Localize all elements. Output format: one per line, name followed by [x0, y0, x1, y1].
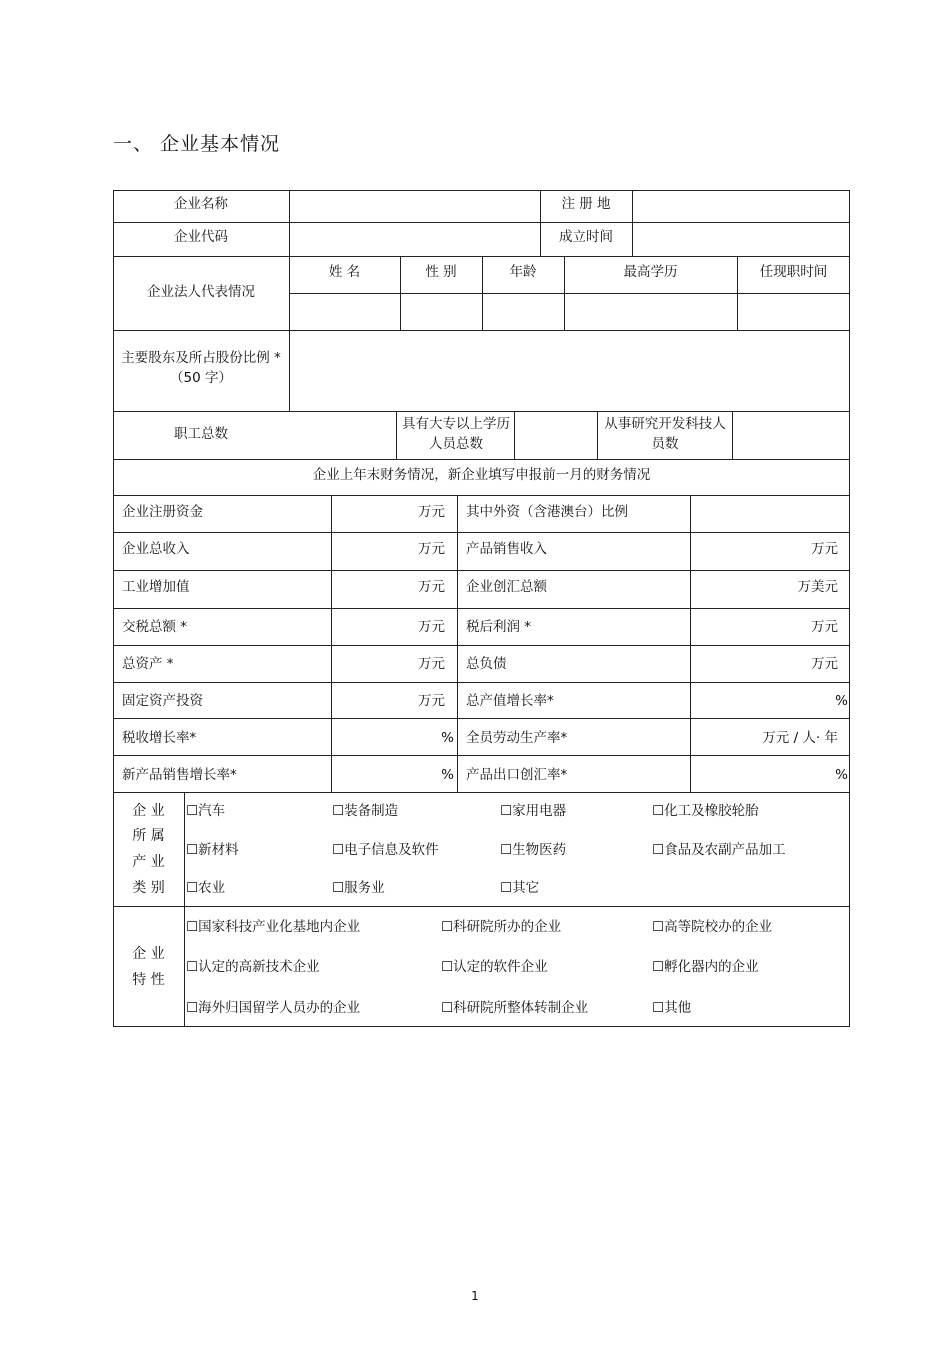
nature-option[interactable]: ☐其他: [652, 1000, 692, 1016]
industry-option[interactable]: ☐生物医药: [500, 842, 567, 858]
industry-option[interactable]: ☐食品及农副产品加工: [652, 842, 786, 858]
finance-right-label: 产品出口创汇率*: [466, 767, 568, 783]
nature-option[interactable]: ☐高等院校办的企业: [652, 919, 773, 935]
nature-option[interactable]: ☐认定的高新技术企业: [186, 959, 320, 975]
industry-option[interactable]: ☐服务业: [332, 880, 385, 896]
finance-left-label: 新产品销售增长率*: [122, 767, 237, 783]
company-code-label: 企业代码: [174, 229, 228, 245]
reg-place-label: 注 册 地: [561, 196, 611, 212]
finance-right-unit: 万元: [811, 656, 838, 672]
company-name-label: 企业名称: [174, 196, 228, 212]
nature-option[interactable]: ☐科研院所整体转制企业: [441, 1000, 589, 1016]
industry-option[interactable]: ☐家用电器: [500, 803, 567, 819]
industry-option[interactable]: ☐装备制造: [332, 803, 399, 819]
legal-rep-header-tenure: 任现职时间: [759, 264, 828, 280]
finance-left-unit: 万元: [418, 579, 445, 595]
college-staff-label: 具有大专以上学历人员总数: [402, 416, 510, 452]
rd-staff-label: 从事研究开发科技人员数: [604, 416, 726, 452]
section-heading: 一、 企业基本情况: [113, 133, 281, 155]
finance-left-label: 工业增加值: [122, 579, 190, 595]
finance-left-unit: %: [441, 730, 454, 746]
finance-title: 企业上年末财务情况，新企业填写申报前一月的财务情况: [312, 467, 651, 483]
legal-rep-header-name: 姓 名: [328, 264, 361, 280]
page-number: 1: [471, 1289, 479, 1303]
finance-right-label: 税后利润 *: [466, 619, 532, 635]
finance-right-unit: 万美元: [797, 579, 838, 595]
finance-right-label: 总产值增长率*: [466, 693, 554, 709]
finance-left-label: 企业总收入: [122, 541, 190, 557]
industry-option[interactable]: ☐电子信息及软件: [332, 842, 439, 858]
legal-rep-header-education: 最高学历: [623, 264, 678, 280]
finance-right-unit: 万元: [811, 541, 838, 557]
finance-left-label: 总资产 *: [122, 656, 174, 672]
finance-left-unit: 万元: [418, 541, 445, 557]
founded-label: 成立时间: [559, 229, 613, 245]
finance-left-label: 企业注册资金: [122, 504, 203, 520]
shareholders-label: 主要股东及所占股份比例 *（50 字）: [121, 350, 281, 386]
industry-option[interactable]: ☐化工及橡胶轮胎: [652, 803, 759, 819]
industry-label: 产 业: [132, 854, 165, 870]
finance-left-unit: 万元: [418, 504, 445, 520]
industry-option[interactable]: ☐汽车: [186, 803, 226, 819]
nature-option[interactable]: ☐孵化器内的企业: [652, 959, 759, 975]
finance-right-unit: 万元: [811, 619, 838, 635]
industry-option[interactable]: ☐农业: [186, 880, 226, 896]
nature-option[interactable]: ☐科研院所办的企业: [441, 919, 562, 935]
nature-label: 企 业: [132, 946, 165, 962]
finance-right-label: 其中外资（含港澳台）比例: [466, 504, 628, 520]
nature-label: 特 性: [132, 972, 165, 988]
industry-label: 类 别: [132, 880, 165, 896]
industry-label: 企 业: [132, 803, 165, 819]
finance-left-label: 固定资产投资: [122, 693, 203, 709]
finance-left-unit: %: [441, 767, 454, 783]
legal-rep-header-gender: 性 别: [425, 264, 457, 280]
finance-left-unit: 万元: [418, 619, 445, 635]
finance-left-unit: 万元: [418, 656, 445, 672]
finance-left-label: 交税总额 *: [122, 619, 188, 635]
finance-left-label: 税收增长率*: [122, 730, 197, 746]
nature-option[interactable]: ☐海外归国留学人员办的企业: [186, 1000, 361, 1016]
finance-right-label: 全员劳动生产率*: [466, 730, 568, 746]
finance-right-unit: 万元 / 人· 年: [762, 730, 838, 746]
industry-label: 所 属: [132, 828, 165, 844]
finance-right-unit: %: [835, 767, 848, 783]
nature-option[interactable]: ☐认定的软件企业: [441, 959, 548, 975]
finance-right-label: 企业创汇总额: [466, 579, 547, 595]
legal-rep-header-age: 年龄: [509, 264, 537, 280]
nature-option[interactable]: ☐国家科技产业化基地内企业: [186, 919, 361, 935]
legal-rep-label: 企业法人代表情况: [147, 284, 255, 300]
finance-right-label: 总负债: [466, 656, 507, 672]
finance-right-label: 产品销售收入: [466, 541, 547, 557]
industry-option[interactable]: ☐新材料: [186, 842, 239, 858]
finance-right-unit: %: [835, 693, 848, 709]
industry-option[interactable]: ☐其它: [500, 880, 540, 896]
finance-left-unit: 万元: [418, 693, 445, 709]
staff-total-label: 职工总数: [174, 426, 228, 442]
